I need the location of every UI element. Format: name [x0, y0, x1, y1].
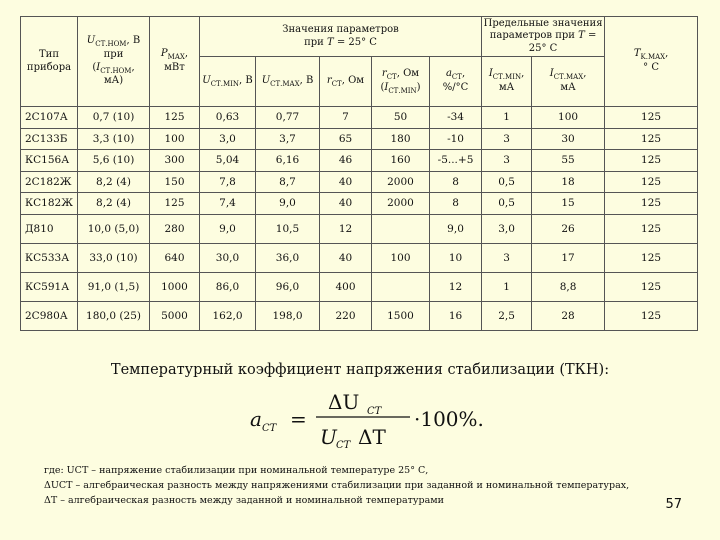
table-cell: 40	[320, 171, 372, 193]
header-p-max: $P_{MAX}$, мВт	[150, 17, 200, 107]
table-cell: 30,0	[200, 243, 256, 272]
table-cell: 0,77	[256, 107, 320, 129]
table-cell: 2С133Б	[21, 128, 78, 150]
table-cell: 150	[150, 171, 200, 193]
table-cell: 30	[532, 128, 605, 150]
table-cell: 1500	[372, 301, 430, 330]
table-cell: 8,8	[532, 272, 605, 301]
table-cell: КС591А	[21, 272, 78, 301]
header-i-min: $I_{СТ.MIN}$, мА	[482, 57, 532, 107]
table-cell: 5000	[150, 301, 200, 330]
formula-denominator-tail: ΔT	[358, 425, 386, 449]
table-cell: 8,7	[256, 171, 320, 193]
table-cell: 640	[150, 243, 200, 272]
table-cell: 96,0	[256, 272, 320, 301]
table-cell	[372, 214, 430, 243]
table-cell: 125	[605, 301, 698, 330]
table-cell: 1000	[150, 272, 200, 301]
table-cell: -5...+5	[430, 150, 482, 172]
table-cell: 8	[430, 171, 482, 193]
note-line: ΔUСТ – алгебраическая разность между напряжениями стабилизации при заданной и номинальной температурах,	[44, 480, 630, 491]
table-cell: 3,0	[200, 128, 256, 150]
table-cell: 91,0 (1,5)	[78, 272, 150, 301]
table-cell: 86,0	[200, 272, 256, 301]
table-row	[21, 107, 698, 129]
table-cell: 40	[320, 243, 372, 272]
table-row	[21, 214, 698, 243]
header-r-st: $r_{СТ}$, Ом	[320, 57, 372, 107]
table-cell: 12	[320, 214, 372, 243]
formula-denominator-sub: CT	[336, 440, 351, 450]
table-cell: 125	[605, 193, 698, 215]
table-cell: 125	[605, 171, 698, 193]
table-cell: 2000	[372, 171, 430, 193]
table-cell: Д810	[21, 214, 78, 243]
notes	[44, 463, 644, 508]
formula-denominator: U	[320, 425, 337, 449]
table-cell: 125	[605, 243, 698, 272]
table-cell: 12	[430, 272, 482, 301]
tkn-formula	[250, 384, 510, 450]
page-number: 57	[665, 497, 682, 512]
table-cell: 46	[320, 150, 372, 172]
tkn-title: Температурный коэффициент напряжения стабилизации (ТКН):	[110, 362, 610, 378]
header-group-limits: Предельные значения параметров при T = 25° C	[482, 17, 605, 57]
table-cell: 3,7	[256, 128, 320, 150]
table-cell: 8,2 (4)	[78, 171, 150, 193]
table-cell: 26	[532, 214, 605, 243]
note-line: ΔT – алгебраическая разность между заданной и номинальной температурами	[44, 495, 444, 506]
parameters-table	[20, 16, 698, 331]
table-cell: 9,0	[256, 193, 320, 215]
table-cell: 36,0	[256, 243, 320, 272]
table-cell: 3	[482, 128, 532, 150]
table-cell: 180,0 (25)	[78, 301, 150, 330]
table-cell: 125	[605, 128, 698, 150]
table-cell: 300	[150, 150, 200, 172]
formula-lhs-sub: CT	[262, 423, 277, 434]
table-cell: 10,5	[256, 214, 320, 243]
table-cell: 8	[430, 193, 482, 215]
table-cell: КС182Ж	[21, 193, 78, 215]
table-cell: 3,0	[482, 214, 532, 243]
header-type: Тип прибора	[21, 17, 78, 107]
formula-numerator-sub: CT	[367, 406, 382, 417]
table-cell: -10	[430, 128, 482, 150]
table-cell: 125	[605, 272, 698, 301]
table-row	[21, 128, 698, 150]
table-cell: 40	[320, 193, 372, 215]
formula-tail: ·100%.	[414, 407, 484, 431]
svg-text:=: =	[290, 407, 307, 431]
table-cell: 0,7 (10)	[78, 107, 150, 129]
table-cell: КС156А	[21, 150, 78, 172]
header-u-max: $U_{СТ.MAX}$, В	[256, 57, 320, 107]
table-cell: 100	[372, 243, 430, 272]
table-cell: 16	[430, 301, 482, 330]
table-cell: 2,5	[482, 301, 532, 330]
table-cell: 0,5	[482, 193, 532, 215]
table-cell: 9,0	[430, 214, 482, 243]
table-cell: 100	[150, 128, 200, 150]
formula-lhs: a	[250, 407, 262, 431]
table-cell: 125	[605, 150, 698, 172]
table-cell	[372, 272, 430, 301]
table-cell: 7,4	[200, 193, 256, 215]
table-row	[21, 301, 698, 330]
table-cell: 280	[150, 214, 200, 243]
table-cell: 160	[372, 150, 430, 172]
table-cell: 0,5	[482, 171, 532, 193]
table-cell: 18	[532, 171, 605, 193]
formula-numerator: ΔU	[328, 390, 360, 414]
table-cell: 65	[320, 128, 372, 150]
table-cell: 8,2 (4)	[78, 193, 150, 215]
table-cell: 125	[150, 193, 200, 215]
table-cell: 5,04	[200, 150, 256, 172]
table-cell: 3,3 (10)	[78, 128, 150, 150]
table-cell: 162,0	[200, 301, 256, 330]
table-cell: 2С182Ж	[21, 171, 78, 193]
header-t-max: $T_{K.MAX}$, ° C	[605, 17, 698, 107]
table-cell: 2С107А	[21, 107, 78, 129]
table-cell: 0,63	[200, 107, 256, 129]
table-cell: 15	[532, 193, 605, 215]
table-cell: 7	[320, 107, 372, 129]
table-row	[21, 272, 698, 301]
table-cell: 125	[150, 107, 200, 129]
header-i-max: $I_{СТ.MAX}$, мА	[532, 57, 605, 107]
table-cell: 9,0	[200, 214, 256, 243]
header-group-values: Значения параметров при T = 25° C	[200, 17, 482, 57]
header-u-nom: $U_{СТ.НОМ}$, В при ($I_{СТ.НОМ}$, мА)	[78, 17, 150, 107]
table-cell: 3	[482, 243, 532, 272]
note-line: где: UСТ – напряжение стабилизации при номинальной температуре 25° С,	[44, 465, 429, 476]
header-r-st-min: $r_{СТ}$, Ом $(I_{СТ.MIN})$	[372, 57, 430, 107]
table-cell: 28	[532, 301, 605, 330]
table-cell: 1	[482, 107, 532, 129]
table-cell: 55	[532, 150, 605, 172]
table-cell: 125	[605, 107, 698, 129]
table-row	[21, 243, 698, 272]
table-cell: 100	[532, 107, 605, 129]
table-cell: 400	[320, 272, 372, 301]
table-row	[21, 171, 698, 193]
table-cell: 198,0	[256, 301, 320, 330]
table-cell: 220	[320, 301, 372, 330]
table-row	[21, 193, 698, 215]
table-cell: 10	[430, 243, 482, 272]
table-cell: -34	[430, 107, 482, 129]
table-cell: 125	[605, 214, 698, 243]
table-cell: КС533А	[21, 243, 78, 272]
table-row	[21, 150, 698, 172]
table-cell: 3	[482, 150, 532, 172]
header-a-st: $a_{СТ}$, %/°C	[430, 57, 482, 107]
table-cell: 50	[372, 107, 430, 129]
table-cell: 10,0 (5,0)	[78, 214, 150, 243]
table-cell: 1	[482, 272, 532, 301]
table-cell: 17	[532, 243, 605, 272]
header-u-min: $U_{СТ.MIN}$, В	[200, 57, 256, 107]
table-cell: 33,0 (10)	[78, 243, 150, 272]
table-cell: 7,8	[200, 171, 256, 193]
table-cell: 180	[372, 128, 430, 150]
table-cell: 2С980А	[21, 301, 78, 330]
table-cell: 2000	[372, 193, 430, 215]
table-cell: 6,16	[256, 150, 320, 172]
table-cell: 5,6 (10)	[78, 150, 150, 172]
